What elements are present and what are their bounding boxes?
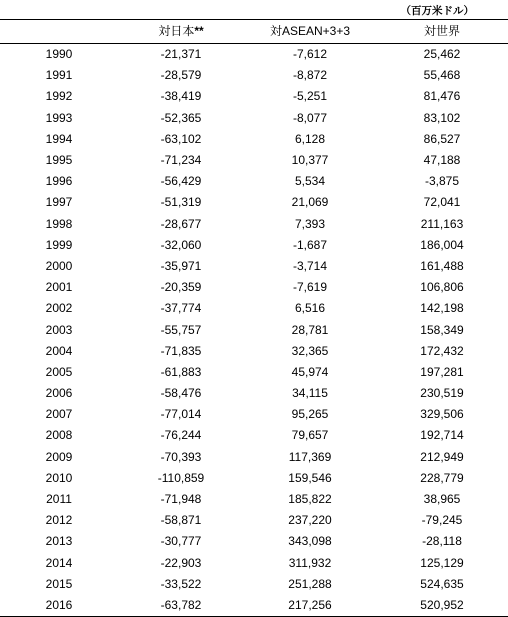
table-row xyxy=(0,383,508,404)
cell-year: 2013 xyxy=(45,534,73,549)
table-row xyxy=(0,468,508,489)
table-row xyxy=(0,171,508,192)
cell-year: 1990 xyxy=(45,47,73,62)
table-row xyxy=(0,214,508,235)
cell-world: 158,349 xyxy=(420,322,464,337)
header-year xyxy=(0,20,118,44)
table-row xyxy=(0,510,508,531)
cell-asean: -3,714 xyxy=(292,258,328,273)
table-row xyxy=(0,277,508,298)
cell-japan: -77,014 xyxy=(160,407,202,422)
cell-japan: -71,234 xyxy=(160,153,202,168)
cell-asean: 159,546 xyxy=(288,470,332,485)
cell-year: 1991 xyxy=(45,68,73,83)
cell-year: 1993 xyxy=(45,110,73,125)
cell-japan: -63,102 xyxy=(160,131,202,146)
cell-world: 72,041 xyxy=(423,195,461,210)
table-header xyxy=(0,20,508,44)
cell-world: 25,462 xyxy=(423,47,461,62)
cell-year: 2011 xyxy=(46,492,72,507)
table-row xyxy=(0,86,508,107)
cell-world: 520,952 xyxy=(376,595,508,617)
table-row xyxy=(0,150,508,171)
header-japan-footnote-mark: ** xyxy=(194,24,204,38)
cell-asean: 117,369 xyxy=(288,449,332,464)
cell-asean: 34,115 xyxy=(292,386,328,401)
cell-world: 186,004 xyxy=(420,237,464,252)
cell-asean: -7,612 xyxy=(292,47,328,62)
cell-world: 125,129 xyxy=(420,555,464,570)
table-row xyxy=(0,595,508,617)
cell-asean: 95,265 xyxy=(291,407,329,422)
table-row xyxy=(0,531,508,552)
cell-asean: 343,098 xyxy=(288,534,332,549)
cell-asean: 5,534 xyxy=(294,174,326,189)
header-japan xyxy=(118,20,244,44)
cell-year: 1992 xyxy=(45,89,73,104)
table-row xyxy=(0,341,508,362)
cell-japan: -52,365 xyxy=(160,110,202,125)
cell-japan: -70,393 xyxy=(160,449,202,464)
cell-year: 2005 xyxy=(45,364,73,379)
cell-asean: 6,516 xyxy=(294,301,326,316)
cell-year: 2016 xyxy=(0,595,118,617)
cell-world: 55,468 xyxy=(423,68,461,83)
table-row xyxy=(0,553,508,574)
cell-japan: -22,903 xyxy=(160,555,202,570)
cell-japan: -71,835 xyxy=(160,343,202,358)
cell-japan: -51,319 xyxy=(160,195,202,210)
unit-note: （百万米ドル） xyxy=(400,5,474,17)
cell-japan: -56,429 xyxy=(160,174,202,189)
cell-year: 2003 xyxy=(45,322,73,337)
table-row xyxy=(0,298,508,319)
table-row xyxy=(0,256,508,277)
cell-japan: -28,579 xyxy=(160,68,202,83)
table-row xyxy=(0,489,508,510)
cell-japan: -21,371 xyxy=(160,47,202,62)
cell-year: 1998 xyxy=(45,216,73,231)
cell-japan: -38,419 xyxy=(160,89,202,104)
cell-year: 2012 xyxy=(45,513,73,528)
cell-japan: -71,948 xyxy=(160,492,202,507)
table-row xyxy=(0,447,508,468)
cell-japan: -37,774 xyxy=(160,301,202,316)
cell-world: 47,188 xyxy=(423,153,461,168)
cell-year: 2004 xyxy=(45,343,73,358)
cell-world: 81,476 xyxy=(423,89,461,104)
cell-world: 524,635 xyxy=(420,576,464,591)
cell-japan: -110,859 xyxy=(157,470,205,485)
cell-asean: -7,619 xyxy=(292,280,328,295)
table-row xyxy=(0,404,508,425)
cell-year: 2000 xyxy=(45,258,73,273)
cell-world: 86,527 xyxy=(423,131,461,146)
cell-world: 106,806 xyxy=(420,280,464,295)
cell-asean: -5,251 xyxy=(292,89,328,104)
header-row xyxy=(0,20,508,44)
cell-japan: -76,244 xyxy=(160,428,202,443)
cell-year: 1999 xyxy=(45,237,73,252)
cell-year: 1994 xyxy=(45,131,73,146)
cell-asean: 185,822 xyxy=(288,492,332,507)
cell-year: 2006 xyxy=(45,386,73,401)
table-row xyxy=(0,44,508,66)
cell-asean: 7,393 xyxy=(294,216,326,231)
cell-japan: -61,883 xyxy=(160,364,202,379)
header-world: 対世界 xyxy=(376,20,508,44)
cell-japan: -28,677 xyxy=(160,216,202,231)
cell-japan: -33,522 xyxy=(160,576,202,591)
trade-balance-table xyxy=(0,19,508,617)
table-row xyxy=(0,65,508,86)
cell-world: 83,102 xyxy=(423,110,461,125)
table-row xyxy=(0,129,508,150)
cell-world: 230,519 xyxy=(420,386,464,401)
cell-world: 329,506 xyxy=(420,407,464,422)
cell-asean: 28,781 xyxy=(291,322,329,337)
cell-world: 197,281 xyxy=(420,364,464,379)
cell-japan: -20,359 xyxy=(160,280,202,295)
table-body xyxy=(0,44,508,617)
cell-world: -3,875 xyxy=(424,174,460,189)
cell-asean: -1,687 xyxy=(292,237,328,252)
cell-year: 1997 xyxy=(45,195,73,210)
cell-world: 211,163 xyxy=(420,216,464,231)
cell-world: 172,432 xyxy=(420,343,464,358)
cell-world: -28,118 xyxy=(422,534,462,549)
header-japan-label: 対日本 xyxy=(158,24,195,38)
cell-asean: 6,128 xyxy=(294,131,326,146)
cell-asean: 251,288 xyxy=(288,576,332,591)
table-row xyxy=(0,425,508,446)
cell-asean: 237,220 xyxy=(288,513,332,528)
cell-asean: 32,365 xyxy=(291,343,329,358)
cell-year: 2014 xyxy=(45,555,73,570)
table-row xyxy=(0,319,508,340)
cell-asean: 45,974 xyxy=(291,364,329,379)
cell-asean: 21,069 xyxy=(291,195,329,210)
table-row xyxy=(0,235,508,256)
table-row xyxy=(0,362,508,383)
cell-japan: -55,757 xyxy=(160,322,202,337)
cell-japan: -32,060 xyxy=(160,237,202,252)
table-row xyxy=(0,192,508,213)
cell-japan: -35,971 xyxy=(160,258,202,273)
cell-asean: 311,932 xyxy=(288,555,332,570)
cell-year: 2007 xyxy=(45,407,73,422)
cell-asean: -8,872 xyxy=(292,68,328,83)
cell-world: 228,779 xyxy=(420,470,464,485)
cell-year: 2009 xyxy=(45,449,73,464)
cell-year: 1995 xyxy=(45,153,73,168)
cell-year: 1996 xyxy=(45,174,73,189)
cell-world: 192,714 xyxy=(420,428,464,443)
cell-year: 2002 xyxy=(45,301,73,316)
cell-asean: -8,077 xyxy=(292,110,328,125)
table-row xyxy=(0,574,508,595)
cell-year: 2001 xyxy=(45,280,73,295)
cell-world: 38,965 xyxy=(423,492,461,507)
cell-world: 212,949 xyxy=(420,449,464,464)
header-asean: 対ASEAN+3+3 xyxy=(244,20,376,44)
cell-world: -79,245 xyxy=(421,513,463,528)
cell-year: 2015 xyxy=(45,576,73,591)
cell-year: 2010 xyxy=(45,470,73,485)
cell-asean: 79,657 xyxy=(291,428,329,443)
cell-asean: 217,256 xyxy=(244,595,376,617)
table-row xyxy=(0,108,508,129)
cell-world: 161,488 xyxy=(420,258,464,273)
cell-japan: -58,476 xyxy=(160,386,202,401)
cell-asean: 10,377 xyxy=(291,153,329,168)
cell-japan: -58,871 xyxy=(160,513,202,528)
cell-world: 142,198 xyxy=(420,301,464,316)
cell-year: 2008 xyxy=(45,428,73,443)
cell-japan: -30,777 xyxy=(160,534,202,549)
cell-japan: -63,782 xyxy=(118,595,244,617)
